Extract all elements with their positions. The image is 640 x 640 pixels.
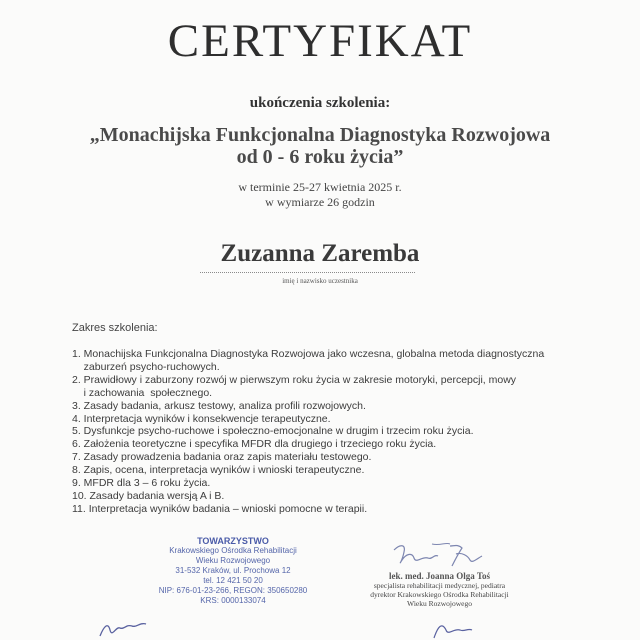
participant-name-divider <box>200 272 415 273</box>
course-title-line-1: „Monachijska Funkcjonalna Diagnostyka Rozwojowa <box>89 124 551 146</box>
certificate-title: CERTYFIKAT <box>167 15 473 67</box>
scope-item: 11. Interpretacja wyników badania – wnioski pomocne w terapii. <box>72 502 368 515</box>
participant-name: Zuzanna Zaremba <box>220 240 420 267</box>
signatory-title: specjalista rehabilitacji medycznej, pediatra <box>373 581 506 590</box>
participant-name-caption: imię i nazwisko uczestnika <box>282 277 358 285</box>
scope-item: 9. MFDR dla 3 – 6 roku życia. <box>72 477 211 490</box>
course-dates <box>0 180 640 210</box>
scope-item: 4. Interpretacja wyników i konsekwencje terapeutyczne. <box>72 412 331 425</box>
scope-item: 8. Zapis, ocena, interpretacja wyników i wnioski terapeutyczne. <box>72 464 365 477</box>
scope-item: 1. Monachijska Funkcjonalna Diagnostyka Rozwojowa jako wczesna, globalna metoda diagnostyczna <box>72 348 545 360</box>
course-dates-line-1: w terminie 25-27 kwietnia 2025 r. <box>238 180 402 194</box>
stamp-phone: tel. 12 421 50 20 <box>203 576 263 585</box>
certificate-subtitle: ukończenia szkolenia: <box>249 95 391 111</box>
scope-item: i zachowania społecznego. <box>72 386 213 399</box>
stamp-line: Wieku Rozwojowego <box>195 556 271 565</box>
stamp-address: 31-532 Kraków, ul. Prochowa 12 <box>175 566 291 575</box>
stamp-line: Krakowskiego Ośrodka Rehabilitacji <box>169 546 297 555</box>
organization-stamp <box>138 536 328 606</box>
signatory-block <box>352 572 527 608</box>
course-hours-line: w wymiarze 26 godzin <box>265 195 375 209</box>
signatory-role-cont: Wieku Rozwojowego <box>407 599 472 608</box>
scope-item: 10. Zasady badania wersją A i B. <box>72 489 225 502</box>
bottom-right-signature <box>428 618 478 640</box>
scope-item: zaburzeń psycho-ruchowych. <box>72 360 220 373</box>
bottom-left-signature <box>96 616 156 640</box>
course-title-line-2: od 0 - 6 roku życia” <box>236 146 404 168</box>
stamp-krs: KRS: 0000133074 <box>200 596 266 605</box>
scope-item: 2. Prawidłowy i zaburzony rozwój w pierwszym roku życia w zakresie motoryki, percepcji, mowy <box>72 373 517 386</box>
scope-item: 3. Zasady badania, arkusz testowy, analiza profili rozwojowych. <box>72 399 366 412</box>
signatory-role: dyrektor Krakowskiego Ośrodka Rehabilitacji <box>370 590 509 599</box>
stamp-org-name: TOWARZYSTWO <box>197 536 269 546</box>
scope-heading: Zakres szkolenia: <box>72 322 158 334</box>
scope-item: 6. Założenia teoretyczne i specyfika MFDR dla drugiego i trzeciego roku życia. <box>72 438 437 451</box>
course-title <box>0 124 640 168</box>
doctor-signature <box>388 540 498 572</box>
scope-item: 7. Zasady prowadzenia badania oraz zapis materiału testowego. <box>72 451 372 464</box>
signatory-name: lek. med. Joanna Olga Toś <box>388 571 491 581</box>
scope-item: 5. Dysfunkcje psycho-ruchowe i społeczno-emocjonalne w drugim i trzecim roku życia. <box>72 425 474 438</box>
scope-list <box>72 348 572 516</box>
stamp-tax-ids: NIP: 676-01-23-266, REGON: 350650280 <box>158 586 308 595</box>
